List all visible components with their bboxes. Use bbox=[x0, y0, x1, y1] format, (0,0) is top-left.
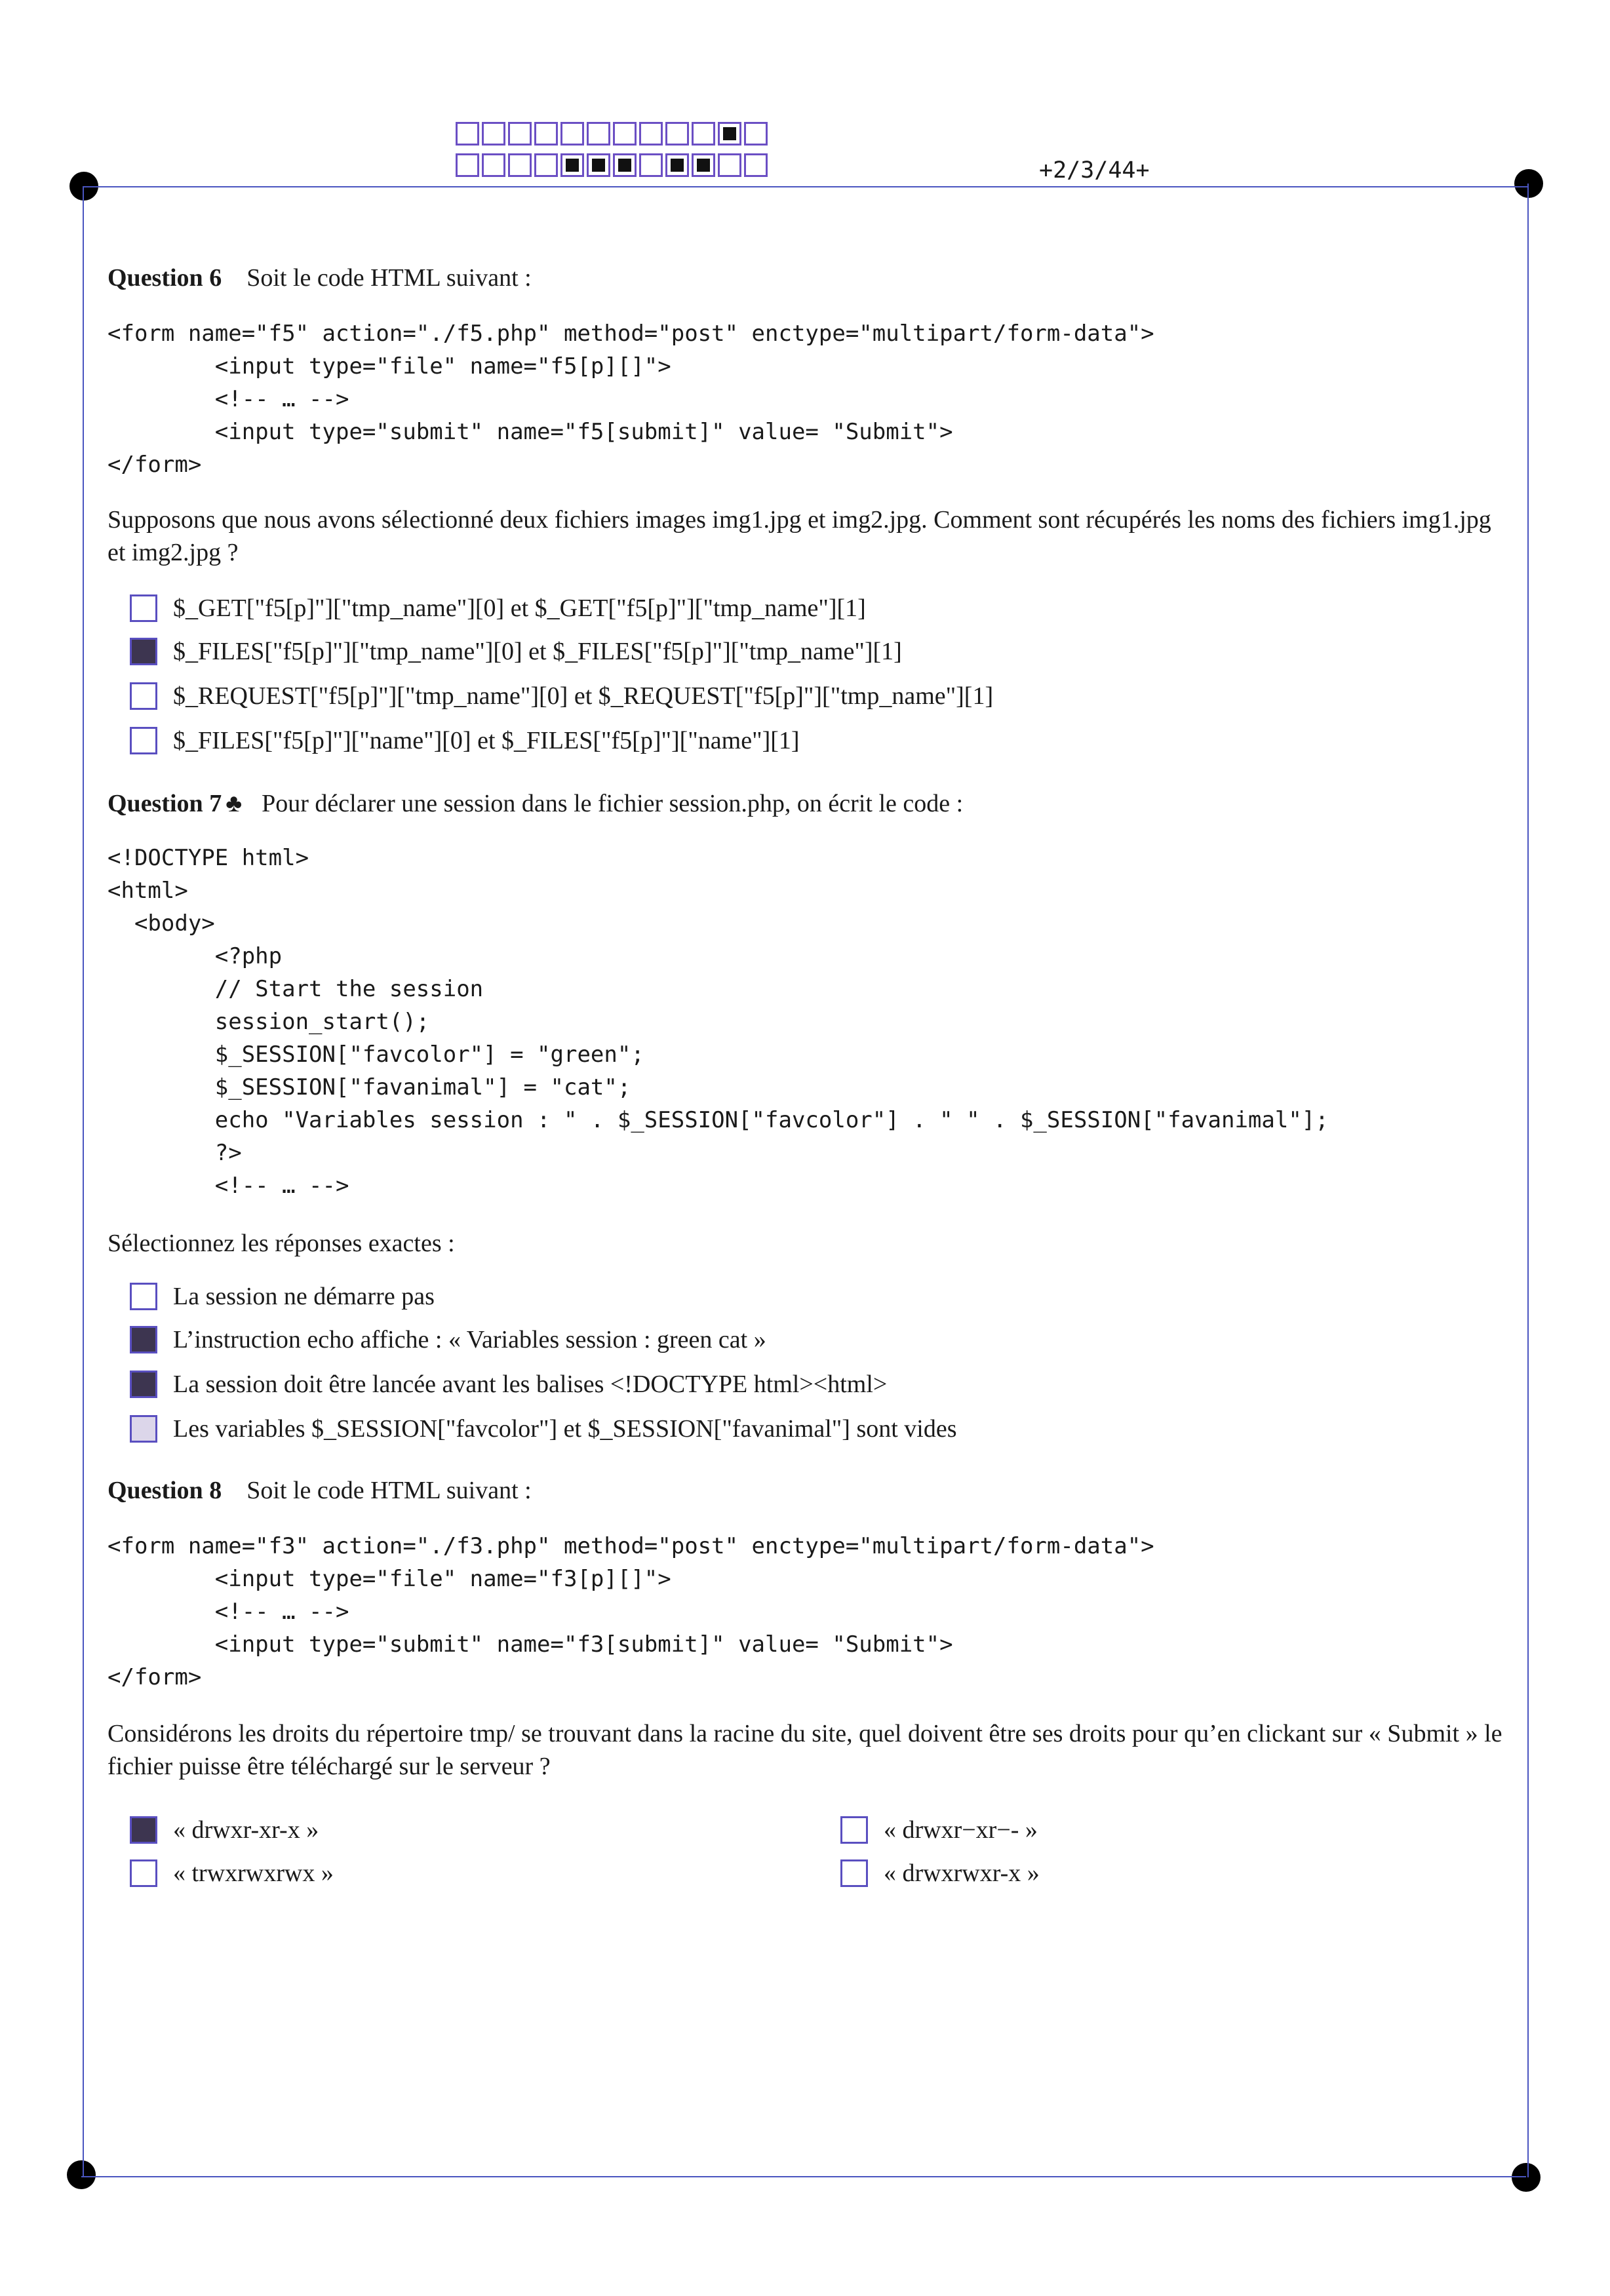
corner-marker-bottom-right bbox=[1512, 2163, 1541, 2192]
barcode-cell bbox=[587, 153, 610, 177]
question-7-prompt: Sélectionnez les réponses exactes : bbox=[108, 1230, 455, 1257]
q8-choice-4-label: « drwxrwxr-x » bbox=[884, 1859, 1040, 1887]
barcode-cell bbox=[718, 122, 741, 146]
barcode-cell bbox=[534, 122, 558, 146]
q7-choice-4-label: Les variables $_SESSION["favcolor"] et $_SESSION["favanimal"] sont vides bbox=[173, 1415, 957, 1443]
q8-checkbox-1[interactable] bbox=[130, 1816, 157, 1844]
q7-checkbox-1[interactable] bbox=[130, 1283, 157, 1310]
q7-choice-3-label: La session doit être lancée avant les balises <!DOCTYPE html><html> bbox=[173, 1371, 888, 1398]
q8-choice-1-label: « drwxr-xr-x » bbox=[173, 1816, 319, 1844]
q6-choice-4-label: $_FILES["f5[p]"]["name"][0] et $_FILES["f5[p]"]["name"][1] bbox=[173, 727, 800, 754]
question-8-prompt: Considérons les droits du répertoire tmp/ se trouvant dans la racine du site, quel doivent être ses droits pour qu’en clickant sur « Submit » le fichier puisse être téléchargé sur le serveur ? bbox=[108, 1720, 1502, 1780]
q7-checkbox-4[interactable] bbox=[130, 1415, 157, 1443]
q7-choice-4[interactable] bbox=[130, 1414, 957, 1443]
q6-choice-3-label: $_REQUEST["f5[p]"]["tmp_name"][0] et $_REQUEST["f5[p]"]["tmp_name"][1] bbox=[173, 682, 994, 710]
corner-marker-top-right bbox=[1514, 169, 1543, 198]
barcode-cell bbox=[665, 122, 689, 146]
frame-right bbox=[1527, 184, 1529, 2177]
barcode-row-1 bbox=[456, 122, 770, 146]
barcode-cell bbox=[482, 122, 505, 146]
q7-choice-2-label: L’instruction echo affiche : « Variables session : green cat » bbox=[173, 1326, 766, 1353]
question-8-label: Question 8 bbox=[108, 1477, 222, 1504]
q7-choice-1[interactable] bbox=[130, 1282, 435, 1311]
barcode-cell bbox=[692, 153, 715, 177]
barcode-cell bbox=[639, 122, 663, 146]
q6-checkbox-4[interactable] bbox=[130, 727, 157, 754]
q6-checkbox-3[interactable] bbox=[130, 682, 157, 710]
q6-choice-3[interactable] bbox=[130, 682, 993, 710]
q8-choice-3[interactable] bbox=[130, 1859, 334, 1888]
frame-left bbox=[83, 186, 84, 2176]
question-7-header bbox=[108, 789, 963, 818]
corner-marker-bottom-left bbox=[67, 2160, 96, 2189]
question-6-label: Question 6 bbox=[108, 264, 222, 292]
barcode-cell bbox=[692, 122, 715, 146]
barcode-cell bbox=[587, 122, 610, 146]
q7-choice-2[interactable] bbox=[130, 1325, 766, 1354]
barcode-cell bbox=[639, 153, 663, 177]
barcode-cell bbox=[718, 153, 741, 177]
question-6-code: <form name="f5" action="./f5.php" method="post" enctype="multipart/form-data"> <input type="file" name="f5[p][]"> <!-- … --> <input type="submit" name="f5[submit]" value= "Submit"> </form> bbox=[108, 321, 1154, 478]
q8-checkbox-3[interactable] bbox=[130, 1859, 157, 1887]
barcode-cell bbox=[613, 153, 637, 177]
question-7-label: Question 7 bbox=[108, 790, 222, 817]
barcode-cell bbox=[613, 122, 637, 146]
question-6-prompt: Supposons que nous avons sélectionné deux fichiers images img1.jpg et img2.jpg. Comment sont récupérés les noms des fichiers img1.jpg et img2.jpg ? bbox=[108, 506, 1491, 566]
barcode-cell bbox=[508, 153, 532, 177]
q6-choice-4[interactable] bbox=[130, 726, 800, 755]
q8-choice-1[interactable] bbox=[130, 1816, 319, 1844]
barcode-cell bbox=[560, 122, 584, 146]
q6-choice-1-label: $_GET["f5[p]"]["tmp_name"][0] et $_GET["f5[p]"]["tmp_name"][1] bbox=[173, 594, 866, 622]
question-6-header bbox=[108, 263, 532, 292]
question-8-code: <form name="f3" action="./f3.php" method="post" enctype="multipart/form-data"> <input type="file" name="f3[p][]"> <!-- … --> <input type="submit" name="f3[submit]" value= "Submit"> </form> bbox=[108, 1533, 1154, 1690]
q7-choice-3[interactable] bbox=[130, 1370, 887, 1399]
barcode-cell bbox=[744, 122, 768, 146]
q8-checkbox-2[interactable] bbox=[840, 1816, 868, 1844]
q7-checkbox-2[interactable] bbox=[130, 1326, 157, 1353]
q7-choice-1-label: La session ne démarre pas bbox=[173, 1283, 435, 1310]
frame-bottom bbox=[81, 2176, 1526, 2177]
question-6-text: Soit le code HTML suivant : bbox=[246, 264, 532, 292]
q6-checkbox-1[interactable] bbox=[130, 594, 157, 622]
barcode-cell bbox=[456, 122, 479, 146]
q8-choice-2[interactable] bbox=[840, 1816, 1038, 1844]
question-7-code: <!DOCTYPE html> <html> <body> <?php // Start the session session_start(); $_SESSION["favcolor"] = "green"; $_SESSION["favanimal"] = "cat"; echo "Variables session : " . $_SESSION["favcolor"] . " " . $_SESSION["favanimal"]; ?> <!-- … --> bbox=[108, 845, 1329, 1199]
club-icon: ♣ bbox=[226, 790, 243, 817]
q8-choice-4[interactable] bbox=[840, 1859, 1040, 1888]
barcode-cell bbox=[560, 153, 584, 177]
q8-choice-3-label: « trwxrwxrwx » bbox=[173, 1859, 334, 1887]
barcode-cell bbox=[508, 122, 532, 146]
q7-checkbox-3[interactable] bbox=[130, 1371, 157, 1398]
frame-top bbox=[84, 186, 1529, 187]
question-8-text: Soit le code HTML suivant : bbox=[246, 1477, 532, 1504]
q6-choice-2-label: $_FILES["f5[p]"]["tmp_name"][0] et $_FILES["f5[p]"]["tmp_name"][1] bbox=[173, 638, 902, 665]
barcode-cell bbox=[456, 153, 479, 177]
q6-choice-1[interactable] bbox=[130, 594, 866, 623]
barcode-cell bbox=[665, 153, 689, 177]
q8-checkbox-4[interactable] bbox=[840, 1859, 868, 1887]
barcode-row-2 bbox=[456, 153, 770, 177]
barcode-cell bbox=[534, 153, 558, 177]
q6-checkbox-2[interactable] bbox=[130, 638, 157, 665]
question-7-text: Pour déclarer une session dans le fichier session.php, on écrit le code : bbox=[262, 790, 964, 817]
q6-choice-2[interactable] bbox=[130, 637, 902, 666]
barcode-cell bbox=[482, 153, 505, 177]
question-8-header bbox=[108, 1476, 532, 1505]
page-number: +2/3/44+ bbox=[1039, 157, 1150, 184]
barcode-cell bbox=[744, 153, 768, 177]
q8-choice-2-label: « drwxr−xr−- » bbox=[884, 1816, 1038, 1844]
